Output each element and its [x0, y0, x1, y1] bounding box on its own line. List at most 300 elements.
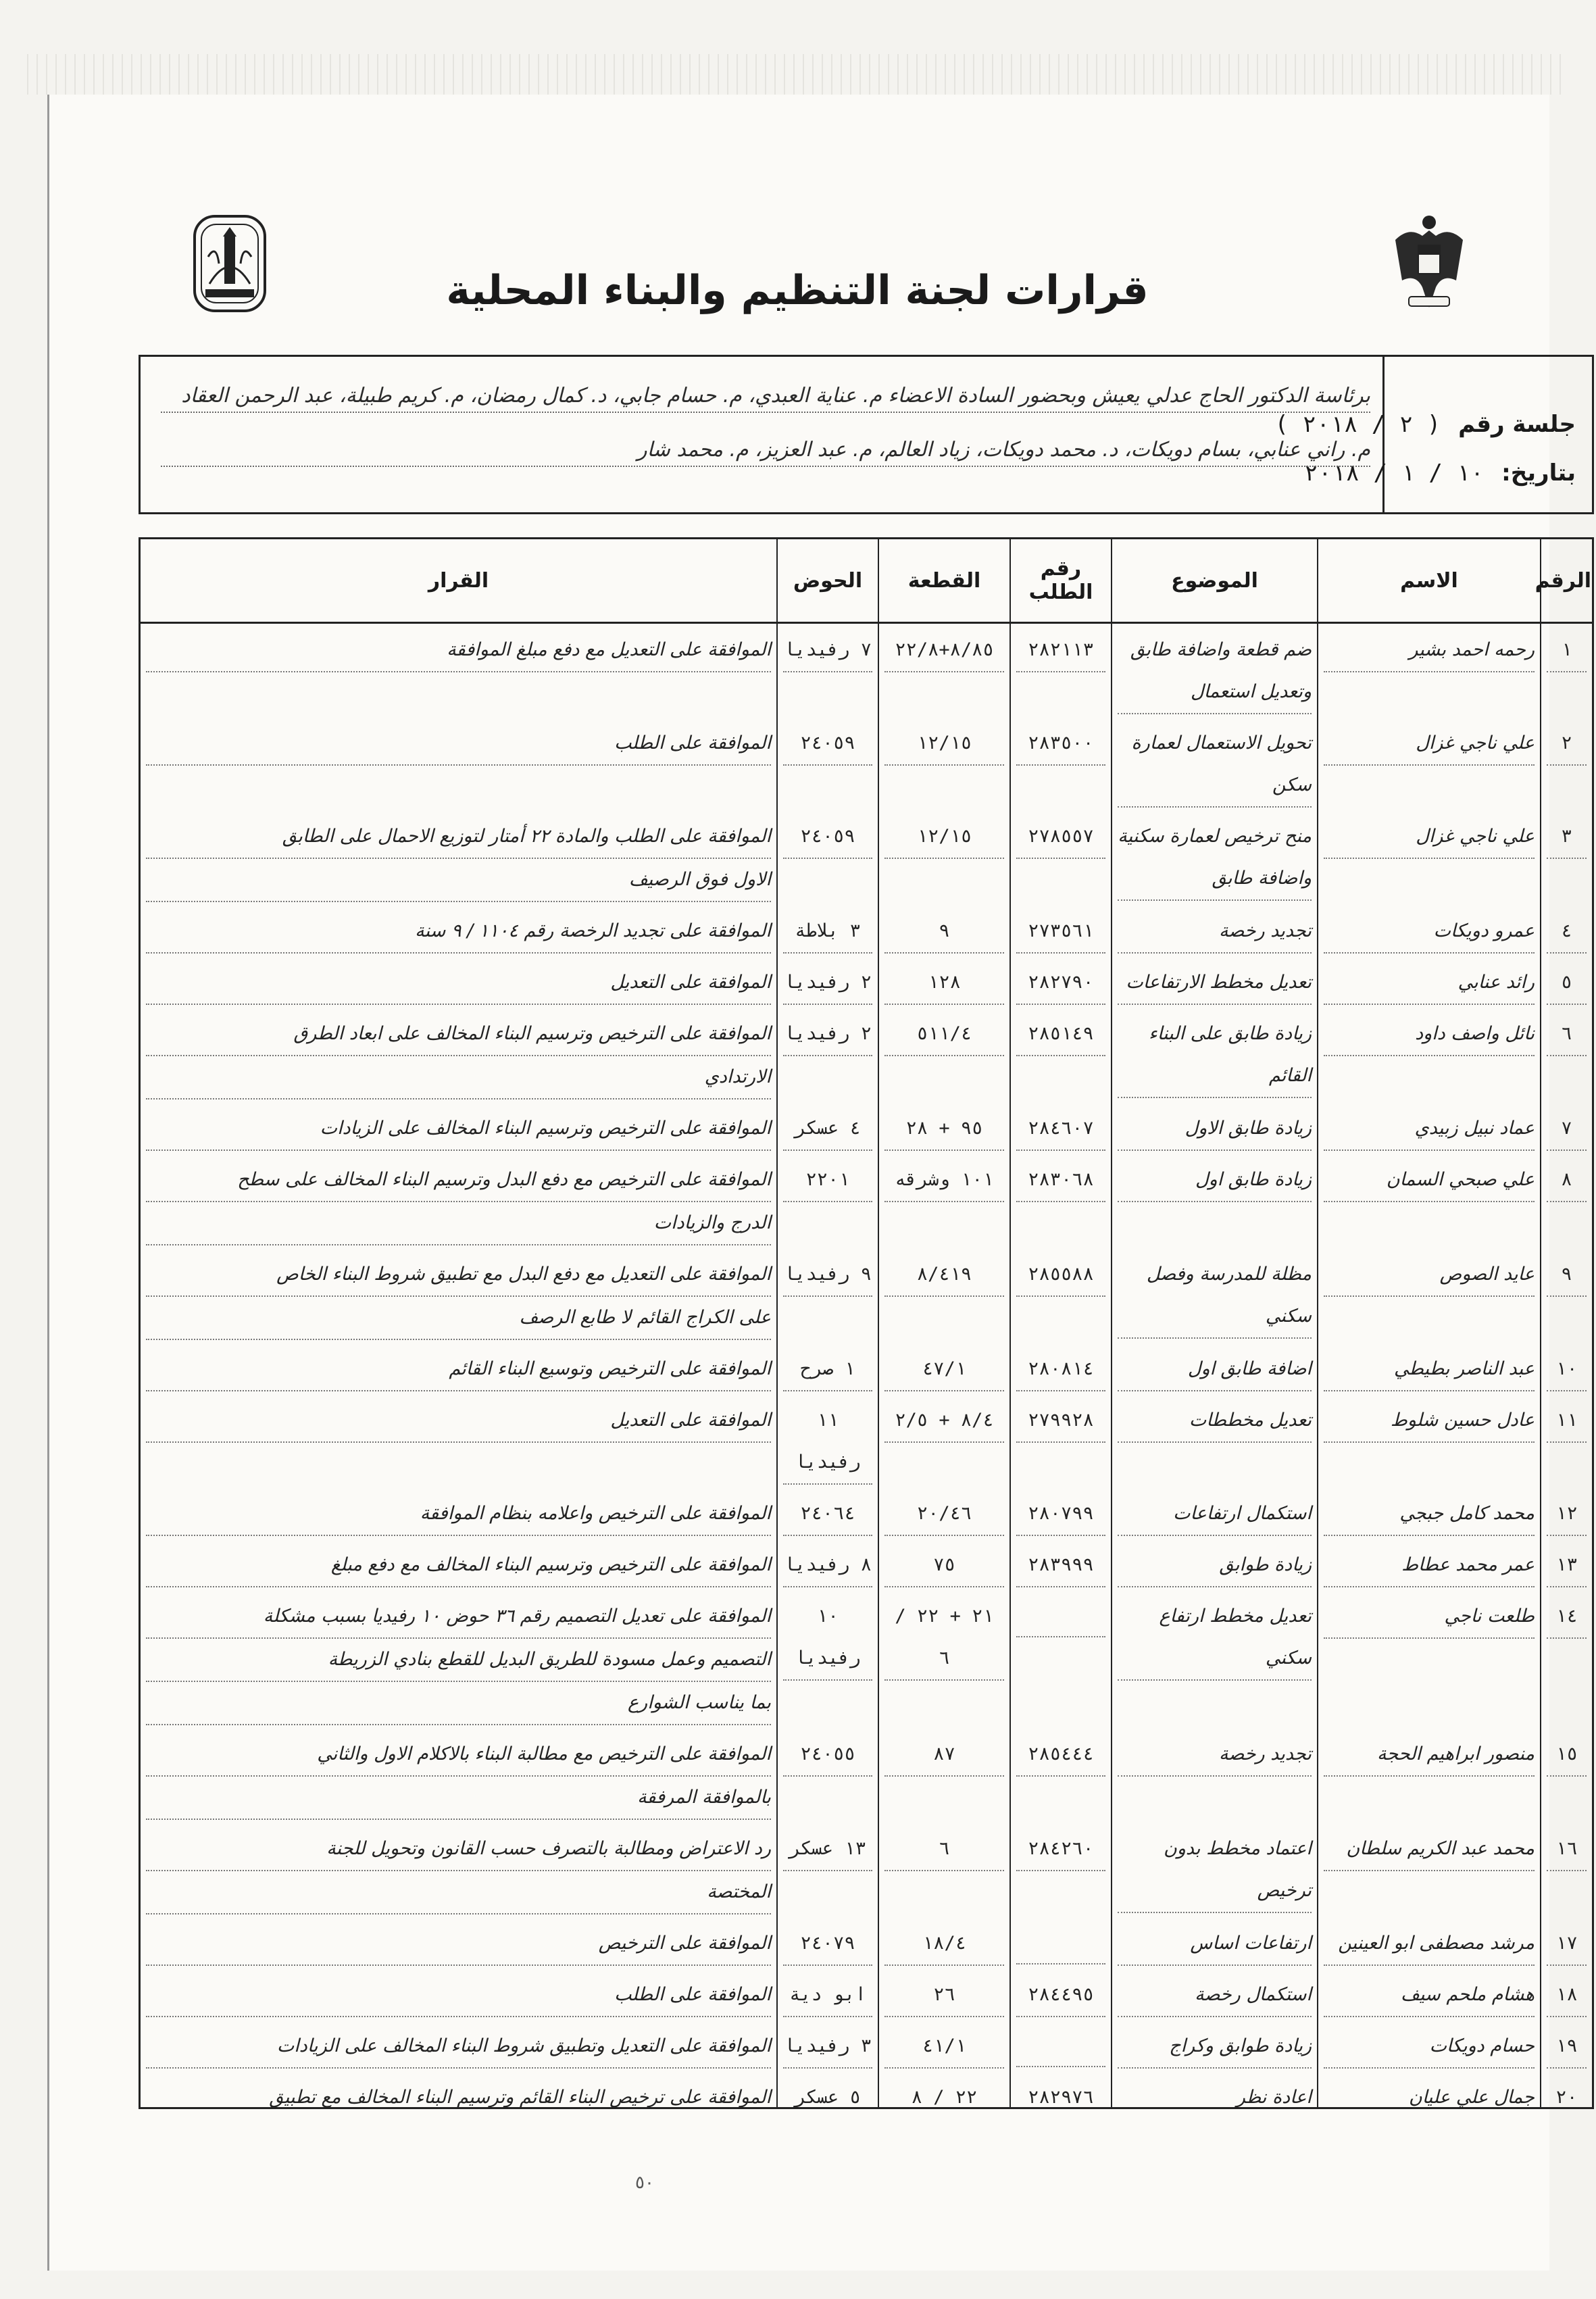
row-number — [1541, 1008, 1592, 1102]
request-subject-text: تجديد رخصة — [1118, 910, 1312, 954]
table-row — [141, 1590, 1592, 1728]
decision-line: الموافقة على التعديل — [146, 1400, 771, 1443]
applicant-name — [1318, 1343, 1541, 1394]
decision-line: الموافقة على الترخيص مع مطالبة البناء بالاكلام الاول والثاني — [146, 1733, 771, 1777]
decision-line: الاول فوق الرصيف — [146, 859, 771, 902]
basin-name-text: ٩ رفيديا — [783, 1254, 872, 1297]
decision-cell — [141, 1487, 777, 1539]
row-number-text: ١٧ — [1547, 1923, 1587, 1966]
request-subject — [1112, 1343, 1318, 1394]
decision-line: الموافقة على التعديل — [146, 962, 771, 1005]
request-number — [1010, 1728, 1112, 1823]
decision-line: الموافقة على الطلب والمادة ٢٢ أمتار لتوزيع الاحمال على الطابق — [146, 816, 771, 859]
request-subject — [1112, 623, 1318, 718]
row-number — [1541, 1343, 1592, 1394]
decision-line: الدرج والزيادات — [146, 1202, 771, 1245]
request-number-text: ٢٨٠٧٩٩ — [1016, 1493, 1105, 1536]
table-row — [141, 1487, 1592, 1539]
decision-cell — [141, 1343, 777, 1394]
request-subject-text: تجديد رخصة — [1118, 1733, 1312, 1777]
basin-name — [777, 1248, 878, 1343]
parcel-number — [878, 1343, 1010, 1394]
basin-name — [777, 956, 878, 1008]
decision-line: الموافقة على التعديل مع دفع مبلغ الموافقة — [146, 629, 771, 672]
row-number — [1541, 905, 1592, 956]
request-number-text: ٢٨٣٠٦٨ — [1016, 1159, 1105, 1202]
table-row — [141, 1343, 1592, 1394]
parcel-number-text: ٨/٤ + ٢/٥ — [884, 1400, 1004, 1443]
request-subject-text: مظلة للمدرسة وفصل سكني — [1118, 1254, 1312, 1339]
parcel-number — [878, 1969, 1010, 2020]
basin-name — [777, 1590, 878, 1728]
attendees-line-2: م. راني عنابي، بسام دويكات، د. محمد دويكات، زياد العالم، م. عبد العزيز، م. محمد شار — [161, 438, 1370, 467]
basin-name-text: ٢ رفيديا — [783, 1013, 872, 1056]
request-subject — [1112, 2071, 1318, 2109]
request-subject-text: زيادة طوابق وكراج — [1118, 2025, 1312, 2069]
session-date-label: بتاريخ: — [1501, 460, 1576, 487]
page-title: قرارات لجنة التنظيم والبناء المحلية — [446, 267, 1149, 314]
request-subject-text: منح ترخيص لعمارة سكنية واضافة طابق — [1118, 816, 1312, 901]
parcel-number — [878, 905, 1010, 956]
header-decision: القرار — [141, 539, 777, 623]
table-row — [141, 1728, 1592, 1823]
table-row — [141, 1248, 1592, 1343]
parcel-number-text: ٧٥ — [884, 1544, 1004, 1587]
basin-name — [777, 1823, 878, 1917]
parcel-number — [878, 1590, 1010, 1728]
parcel-number-text: ٩ — [884, 910, 1004, 954]
parcel-number — [878, 1394, 1010, 1487]
decision-cell — [141, 717, 777, 810]
parcel-number — [878, 623, 1010, 718]
decision-line: الموافقة على الطلب — [146, 1974, 771, 2017]
basin-name-text: ٥ عسكر — [783, 2077, 872, 2109]
applicant-name-text: محمد كامل جبجي — [1324, 1493, 1535, 1536]
header-name: الاسم — [1318, 539, 1541, 623]
parcel-number — [878, 1154, 1010, 1248]
table-body — [141, 623, 1592, 2110]
decision-line: بما يناسب الشوارع — [146, 1682, 771, 1725]
request-subject — [1112, 1917, 1318, 1969]
applicant-name — [1318, 2071, 1541, 2109]
decision-cell — [141, 810, 777, 905]
applicant-name — [1318, 1248, 1541, 1343]
parcel-number-text: ٨/٨٥+٢٢/٨ — [884, 629, 1004, 672]
decision-line: بالموافقة المرفقة — [146, 1777, 771, 1820]
row-number — [1541, 810, 1592, 905]
row-number — [1541, 1539, 1592, 1590]
row-number-text: ١ — [1547, 629, 1587, 672]
header-subject: الموضوع — [1112, 539, 1318, 623]
parcel-number-text: ٤٧/١ — [884, 1348, 1004, 1391]
request-subject — [1112, 1154, 1318, 1248]
request-number-text: ٢٨٥٤٤٤ — [1016, 1733, 1105, 1777]
row-number — [1541, 623, 1592, 718]
parcel-number-text: ٨٧ — [884, 1733, 1004, 1777]
applicant-name-text: هشام ملحم سيف — [1324, 1974, 1535, 2017]
decision-cell — [141, 2020, 777, 2071]
parcel-number — [878, 1487, 1010, 1539]
row-number — [1541, 956, 1592, 1008]
basin-name-text: ١٠ رفيديا — [783, 1596, 872, 1681]
applicant-name — [1318, 1539, 1541, 1590]
row-number — [1541, 1823, 1592, 1917]
parcel-number — [878, 810, 1010, 905]
decision-cell — [141, 2071, 777, 2109]
request-subject-text: ضم قطعة واضافة طابق وتعديل استعمال — [1118, 629, 1312, 714]
decision-line: الموافقة على الترخيص وترسيم البناء المخالف مع دفع مبلغ — [146, 1544, 771, 1587]
session-date-value: ١٠ / ١ / ٢٠١٨ — [1304, 460, 1485, 487]
applicant-name — [1318, 1969, 1541, 2020]
request-subject — [1112, 1102, 1318, 1154]
request-subject-text: اعتماد مخطط بدون ترخيص — [1118, 1828, 1312, 1913]
request-number — [1010, 810, 1112, 905]
decision-cell — [141, 1728, 777, 1823]
table-row — [141, 1917, 1592, 1969]
row-number — [1541, 1248, 1592, 1343]
request-number — [1010, 1154, 1112, 1248]
applicant-name — [1318, 1728, 1541, 1823]
basin-name-text: ١٣ عسكر — [783, 1828, 872, 1871]
applicant-name-text: منصور ابراهيم الحجة — [1324, 1733, 1535, 1777]
request-subject-text: زيادة طابق الاول — [1118, 1108, 1312, 1151]
basin-name — [777, 2020, 878, 2071]
row-number — [1541, 1487, 1592, 1539]
applicant-name-text: رائد عنابي — [1324, 962, 1535, 1005]
request-number — [1010, 1487, 1112, 1539]
applicant-name — [1318, 956, 1541, 1008]
request-number-text: ٢٨٤٢٦٠ — [1016, 1828, 1105, 1871]
request-number — [1010, 1343, 1112, 1394]
request-number-text: ٢٨٣٥٠٠ — [1016, 722, 1105, 766]
row-number-text: ١٥ — [1547, 1733, 1587, 1777]
row-number-text: ٥ — [1547, 962, 1587, 1005]
session-header-box — [139, 355, 1594, 514]
request-subject-text: زيادة طابق على البناء القائم — [1118, 1013, 1312, 1098]
decision-line: على الكراج القائم لا طابع الرصف — [146, 1297, 771, 1340]
row-number-text: ٦ — [1547, 1013, 1587, 1056]
basin-name — [777, 810, 878, 905]
header-basin: الحوض — [777, 539, 878, 623]
request-subject-text: زيادة طابق اول — [1118, 1159, 1312, 1202]
request-subject — [1112, 1394, 1318, 1487]
request-number — [1010, 956, 1112, 1008]
parcel-number-text: ٢١ + ٢٢ / ٦ — [884, 1596, 1004, 1681]
applicant-name — [1318, 1008, 1541, 1102]
applicant-name — [1318, 1823, 1541, 1917]
request-subject — [1112, 810, 1318, 905]
nablus-municipality-emblem-icon — [189, 209, 270, 318]
session-number-label: جلسة رقم — [1458, 411, 1576, 438]
request-subject — [1112, 1823, 1318, 1917]
table-row — [141, 1823, 1592, 1917]
request-number-text: ٢٨٤٤٩٥ — [1016, 1974, 1105, 2017]
basin-name — [777, 2071, 878, 2109]
request-subject-text: اعادة نظر — [1118, 2077, 1312, 2109]
table-row — [141, 1539, 1592, 1590]
request-number — [1010, 1917, 1112, 1969]
decision-line: الموافقة على التعديل وتطبيق شروط البناء المخالف على الزيادات — [146, 2025, 771, 2069]
basin-name-text: ٢٤٠٦٤ — [783, 1493, 872, 1536]
applicant-name-text: عمر محمد عطاط — [1324, 1544, 1535, 1587]
parcel-number — [878, 2071, 1010, 2109]
applicant-name-text: عماد نبيل زبيدي — [1324, 1108, 1535, 1151]
request-number-text — [1016, 2025, 1105, 2067]
request-number — [1010, 1102, 1112, 1154]
request-number-text: ٢٨٥٥٨٨ — [1016, 1254, 1105, 1297]
request-subject — [1112, 717, 1318, 810]
basin-name-text: ٢٤٠٥٩ — [783, 722, 872, 766]
request-number-text: ٢٧٣٥٦١ — [1016, 910, 1105, 954]
row-number — [1541, 1969, 1592, 2020]
request-number — [1010, 1539, 1112, 1590]
table-row — [141, 623, 1592, 718]
table-row — [141, 1969, 1592, 2020]
table-row — [141, 2020, 1592, 2071]
table-row — [141, 956, 1592, 1008]
request-number-text: ٢٨٢٧٩٠ — [1016, 962, 1105, 1005]
decision-cell — [141, 1823, 777, 1917]
request-number-text: ٢٨٢٩٧٦ — [1016, 2077, 1105, 2109]
header-no: الرقم — [1541, 539, 1592, 623]
parcel-number — [878, 1917, 1010, 1969]
request-number — [1010, 717, 1112, 810]
parcel-number — [878, 1248, 1010, 1343]
parcel-number-text: ١٢/١٥ — [884, 816, 1004, 859]
basin-name — [777, 1343, 878, 1394]
table-row — [141, 905, 1592, 956]
basin-name-text: ١ صرح — [783, 1348, 872, 1391]
request-subject-text: تعديل مخطط الارتفاعات — [1118, 962, 1312, 1005]
row-number — [1541, 2071, 1592, 2109]
decision-line: الموافقة على الترخيص وترسيم البناء المخالف على الزيادات — [146, 1108, 771, 1151]
request-number — [1010, 1590, 1112, 1728]
applicant-name — [1318, 717, 1541, 810]
decision-cell — [141, 1917, 777, 1969]
parcel-number-text: ٢٠/٤٦ — [884, 1493, 1004, 1536]
request-number-text: ٢٨٤٦٠٧ — [1016, 1108, 1105, 1151]
applicant-name-text: محمد عبد الكريم سلطان — [1324, 1828, 1535, 1871]
basin-name — [777, 1728, 878, 1823]
applicant-name-text: علي ناجي غزال — [1324, 722, 1535, 766]
parcel-number — [878, 1823, 1010, 1917]
request-number — [1010, 623, 1112, 718]
header-request-no: رقم الطلب — [1010, 539, 1112, 623]
request-number-text: ٢٨٢١١٣ — [1016, 629, 1105, 672]
request-subject — [1112, 1728, 1318, 1823]
decision-cell — [141, 956, 777, 1008]
applicant-name-text: علي ناجي غزال — [1324, 816, 1535, 859]
row-number-text: ١٩ — [1547, 2025, 1587, 2069]
basin-name — [777, 717, 878, 810]
basin-name — [777, 1487, 878, 1539]
session-number-row — [1258, 411, 1576, 438]
applicant-name-text: رحمه احمد بشير — [1324, 629, 1535, 672]
basin-name — [777, 1539, 878, 1590]
parcel-number-text: ٥١١/٤ — [884, 1013, 1004, 1056]
row-number-text: ٩ — [1547, 1254, 1587, 1297]
request-subject-text: استكمال ارتفاعات — [1118, 1493, 1312, 1536]
applicant-name-text: طلعت ناجي — [1324, 1596, 1535, 1639]
basin-name-text: ٢٤٠٥٩ — [783, 816, 872, 859]
request-number — [1010, 905, 1112, 956]
request-subject — [1112, 2020, 1318, 2071]
decision-cell — [141, 1590, 777, 1728]
applicant-name-text: علي صبحي السمان — [1324, 1159, 1535, 1202]
basin-name — [777, 1102, 878, 1154]
decision-line: الموافقة على الترخيص مع دفع البدل وترسيم البناء المخالف على سطح — [146, 1159, 771, 1202]
request-subject-text: استكمال رخصة — [1118, 1974, 1312, 2017]
parcel-number-text: ١٢/١٥ — [884, 722, 1004, 766]
parcel-number — [878, 1728, 1010, 1823]
decision-line: الموافقة على تجديد الرخصة رقم ١١٠٤ / ٩ سنة — [146, 910, 771, 954]
request-number — [1010, 1394, 1112, 1487]
request-number-text: ٢٨٥١٤٩ — [1016, 1013, 1105, 1056]
decision-cell — [141, 1969, 777, 2020]
request-subject — [1112, 1539, 1318, 1590]
row-number — [1541, 1917, 1592, 1969]
request-number-text: ٢٨٠٨١٤ — [1016, 1348, 1105, 1391]
request-subject-text: اضافة طابق اول — [1118, 1348, 1312, 1391]
row-number-text: ٨ — [1547, 1159, 1587, 1202]
row-number-text: ١٣ — [1547, 1544, 1587, 1587]
row-number-text: ٤ — [1547, 910, 1587, 954]
applicant-name — [1318, 1917, 1541, 1969]
request-subject-text: تحويل الاستعمال لعمارة سكن — [1118, 722, 1312, 808]
basin-name — [777, 1394, 878, 1487]
decision-cell — [141, 1008, 777, 1102]
basin-name-text: ٢٢٠١ — [783, 1159, 872, 1202]
parcel-number — [878, 717, 1010, 810]
applicant-name — [1318, 810, 1541, 905]
request-number-text: ٢٨٣٩٩٩ — [1016, 1544, 1105, 1587]
applicant-name — [1318, 1487, 1541, 1539]
parcel-number-text: ٤١/١ — [884, 2025, 1004, 2069]
request-subject — [1112, 1969, 1318, 2020]
request-number — [1010, 1248, 1112, 1343]
request-number — [1010, 2020, 1112, 2071]
row-number — [1541, 1590, 1592, 1728]
request-subject — [1112, 1590, 1318, 1728]
request-number-text — [1016, 1923, 1105, 1964]
decision-line: التصميم وعمل مسودة للطريق البديل للقطع بنادي الزريطة — [146, 1639, 771, 1682]
row-number — [1541, 1154, 1592, 1248]
row-number-text: ٢٠ — [1547, 2077, 1587, 2109]
request-number — [1010, 1008, 1112, 1102]
table-row — [141, 1154, 1592, 1248]
applicant-name-text: عمرو دويكات — [1324, 910, 1535, 954]
request-number-text: ٢٧٩٩٢٨ — [1016, 1400, 1105, 1443]
parcel-number-text: ٩٥ + ٢٨ — [884, 1108, 1004, 1151]
parcel-number-text: ١٠١ وشرقه — [884, 1159, 1004, 1202]
decision-line: الموافقة على الترخيص — [146, 1923, 771, 1966]
basin-name-text: ٢٤٠٧٩ — [783, 1923, 872, 1966]
session-number-value: ( ٢ / ٢٠١٨ ) — [1274, 411, 1441, 438]
request-number — [1010, 2071, 1112, 2109]
parcel-number-text: ١٢٨ — [884, 962, 1004, 1005]
request-number — [1010, 1969, 1112, 2020]
footer-mark: ٥٠ — [635, 2173, 654, 2193]
row-number-text: ٧ — [1547, 1108, 1587, 1151]
applicant-name-text: عبد الناصر بطيطي — [1324, 1348, 1535, 1391]
basin-name-text: ٨ رفيديا — [783, 1544, 872, 1587]
scan-noise — [27, 54, 1568, 95]
basin-name-text: ٤ عسكر — [783, 1108, 872, 1151]
header-parcel: القطعة — [878, 539, 1010, 623]
table-row — [141, 2071, 1592, 2109]
applicant-name — [1318, 2020, 1541, 2071]
basin-name-text: ٣ رفيديا — [783, 2025, 872, 2069]
decision-line: المختصة — [146, 1871, 771, 1914]
request-number — [1010, 1823, 1112, 1917]
decision-line: الموافقة على ترخيص البناء القائم وترسيم البناء المخالف مع تطبيق — [146, 2077, 771, 2109]
attendees-line-1: برئاسة الدكتور الحاج عدلي يعيش وبحضور السادة الاعضاء م. عناية العبدي، م. حسام جابي، د. كمال رمضان، م. كريم طبيلة، عبد الرحمن العقاد — [161, 384, 1370, 413]
parcel-number — [878, 1008, 1010, 1102]
applicant-name-text: حسام دويكات — [1324, 2025, 1535, 2069]
basin-name-text: ١١ رفيديا — [783, 1400, 872, 1485]
decision-line: رد الاعتراض ومطالبة بالتصرف حسب القانون وتحويل للجنة — [146, 1828, 771, 1871]
row-number — [1541, 1102, 1592, 1154]
decisions-table-frame — [139, 537, 1594, 2109]
row-number — [1541, 1728, 1592, 1823]
decision-cell — [141, 1248, 777, 1343]
row-number-text: ١٤ — [1547, 1596, 1587, 1639]
basin-name-text: ٣ بلاطة — [783, 910, 872, 954]
decision-cell — [141, 1102, 777, 1154]
request-subject-text: زيادة طوابق — [1118, 1544, 1312, 1587]
basin-name — [777, 1008, 878, 1102]
decision-line: الموافقة على الترخيص وترسيم البناء المخالف على ابعاد الطرق — [146, 1013, 771, 1056]
applicant-name — [1318, 905, 1541, 956]
parcel-number — [878, 956, 1010, 1008]
parcel-number-text: ٦ — [884, 1828, 1004, 1871]
decision-line: الارتدادي — [146, 1056, 771, 1099]
basin-name-text: ٢٤٠٥٥ — [783, 1733, 872, 1777]
parcel-number-text: ١٨/٤ — [884, 1923, 1004, 1966]
table-row — [141, 1394, 1592, 1487]
basin-name-text: ابو دية — [783, 1974, 872, 2017]
applicant-name — [1318, 623, 1541, 718]
row-number-text: ٣ — [1547, 816, 1587, 859]
parcel-number-text: ٢٦ — [884, 1974, 1004, 2017]
basin-name — [777, 1154, 878, 1248]
parcel-number-text: ٨/٤١٩ — [884, 1254, 1004, 1297]
table-row — [141, 810, 1592, 905]
parcel-number — [878, 1102, 1010, 1154]
row-number-text: ١٦ — [1547, 1828, 1587, 1871]
request-subject — [1112, 956, 1318, 1008]
decision-line: الموافقة على تعديل التصميم رقم ٣٦ حوض ١٠ رفيديا بسبب مشكلة — [146, 1596, 771, 1639]
table-row — [141, 1102, 1592, 1154]
row-number-text: ٢ — [1547, 722, 1587, 766]
basin-name-text: ٧ رفيديا — [783, 629, 872, 672]
applicant-name-text: مرشد مصطفى ابو العينين — [1324, 1923, 1535, 1966]
decision-cell — [141, 623, 777, 718]
request-subject — [1112, 1248, 1318, 1343]
row-number-text: ١٢ — [1547, 1493, 1587, 1536]
row-number-text: ١٠ — [1547, 1348, 1587, 1391]
applicant-name — [1318, 1590, 1541, 1728]
row-number — [1541, 717, 1592, 810]
decision-cell — [141, 905, 777, 956]
request-subject-text: تعديل مخططات — [1118, 1400, 1312, 1443]
request-subject-text: ارتفاعات اساس — [1118, 1923, 1312, 1966]
request-number-text — [1016, 1596, 1105, 1637]
table-row — [141, 1008, 1592, 1102]
decision-line: الموافقة على الترخيص واعلامه بنظام الموافقة — [146, 1493, 771, 1536]
basin-name — [777, 623, 878, 718]
basin-name — [777, 905, 878, 956]
